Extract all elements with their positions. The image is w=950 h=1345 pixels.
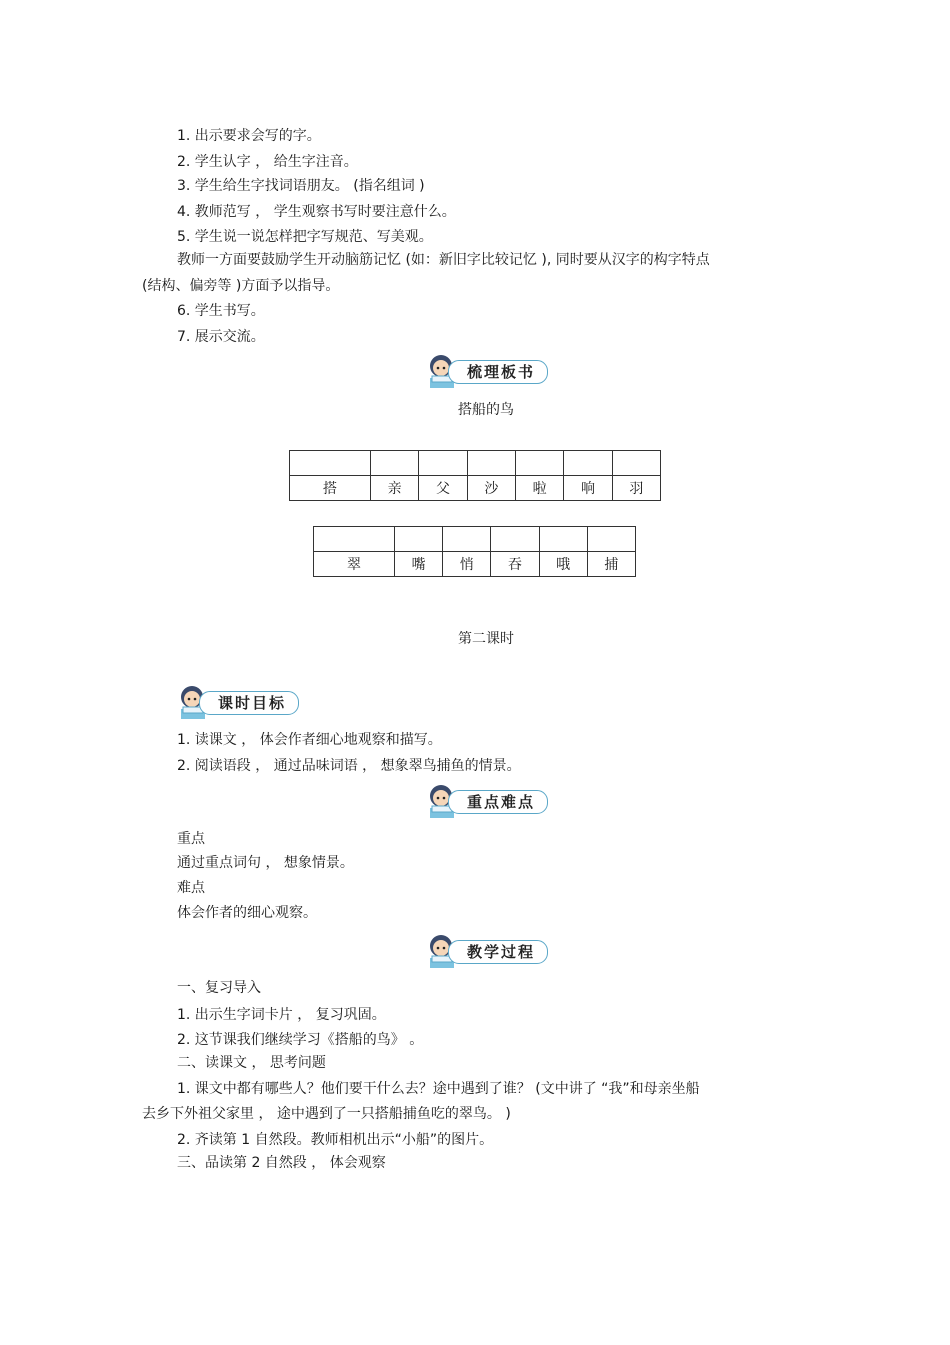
badge-label: 课时目标 [199, 691, 299, 715]
section-badge-keypoints [426, 782, 556, 818]
badge-label: 梳理板书 [448, 360, 548, 384]
char-cell: 啦 [515, 476, 563, 501]
process-question-line2: 去乡下外祖父家里 ， 途中遇到了一只搭船捕鱼吃的翠鸟。 ) [142, 1106, 511, 1122]
blank-row [314, 527, 636, 552]
step-4: 4. 教师范写 ， 学生观察书写时要注意什么。 [177, 204, 456, 220]
process-step-1: 1. 出示生字词卡片 ， 复习巩固。 [177, 1007, 386, 1023]
badge-label: 教学过程 [448, 940, 548, 964]
process-heading-2: 二、读课文 ， 思考问题 [177, 1055, 326, 1071]
char-row [314, 552, 636, 577]
badge-label: 重点难点 [448, 790, 548, 814]
difficulty-text: 体会作者的细心观察。 [177, 905, 317, 921]
process-heading-1: 一、复习导入 [177, 980, 261, 996]
step-6: 6. 学生书写。 [177, 303, 265, 319]
teacher-note-line1: 教师一方面要鼓励学生开动脑筋记忆 (如：新旧字比较记忆 ), 同时要从汉字的构字特点 [177, 252, 710, 268]
goal-1: 1. 读课文 ， 体会作者细心地观察和描写。 [177, 732, 442, 748]
char-cell: 亲 [371, 476, 419, 501]
lesson-2-title: 第二课时 [458, 631, 514, 647]
step-7: 7. 展示交流。 [177, 329, 265, 345]
section-badge-process [426, 932, 556, 968]
board-table-row1 [289, 450, 661, 501]
char-cell: 沙 [467, 476, 515, 501]
step-2: 2. 学生认字 ， 给生字注音。 [177, 154, 358, 170]
char-cell: 响 [564, 476, 612, 501]
section-badge-goals [177, 683, 307, 719]
char-cell: 搭 [290, 476, 371, 501]
board-title: 搭船的鸟 [458, 402, 514, 418]
char-cell: 父 [419, 476, 467, 501]
char-cell: 嘴 [395, 552, 443, 577]
process-step-2: 2. 这节课我们继续学习《搭船的鸟》 。 [177, 1032, 424, 1048]
keypoint-text: 通过重点词句 ， 想象情景。 [177, 855, 354, 871]
goal-2: 2. 阅读语段 ， 通过品味词语 ， 想象翠鸟捕鱼的情景。 [177, 758, 521, 774]
process-question-line1: 1. 课文中都有哪些人？他们要干什么去？途中遇到了谁？ (文中讲了 “我”和母亲坐船 [177, 1081, 700, 1097]
char-cell: 哦 [539, 552, 587, 577]
step-1: 1. 出示要求会写的字。 [177, 128, 321, 144]
teacher-note-line2: (结构、偏旁等 )方面予以指导。 [142, 278, 340, 294]
keypoint-label: 重点 [177, 831, 205, 847]
step-3: 3. 学生给生字找词语朋友。 (指名组词 ) [177, 178, 425, 194]
char-cell: 吞 [491, 552, 539, 577]
char-cell: 翠 [314, 552, 395, 577]
process-step-read: 2. 齐读第 1 自然段。教师相机出示“小船”的图片。 [177, 1132, 494, 1148]
board-table-row2 [313, 526, 636, 577]
char-row [290, 476, 661, 501]
process-heading-3: 三、品读第 2 自然段 ， 体会观察 [177, 1155, 386, 1171]
difficulty-label: 难点 [177, 880, 205, 896]
step-5: 5. 学生说一说怎样把字写规范、写美观。 [177, 229, 433, 245]
char-cell: 捕 [587, 552, 635, 577]
blank-row [290, 451, 661, 476]
char-cell: 羽 [612, 476, 660, 501]
section-badge-board [426, 352, 556, 388]
char-cell: 悄 [443, 552, 491, 577]
